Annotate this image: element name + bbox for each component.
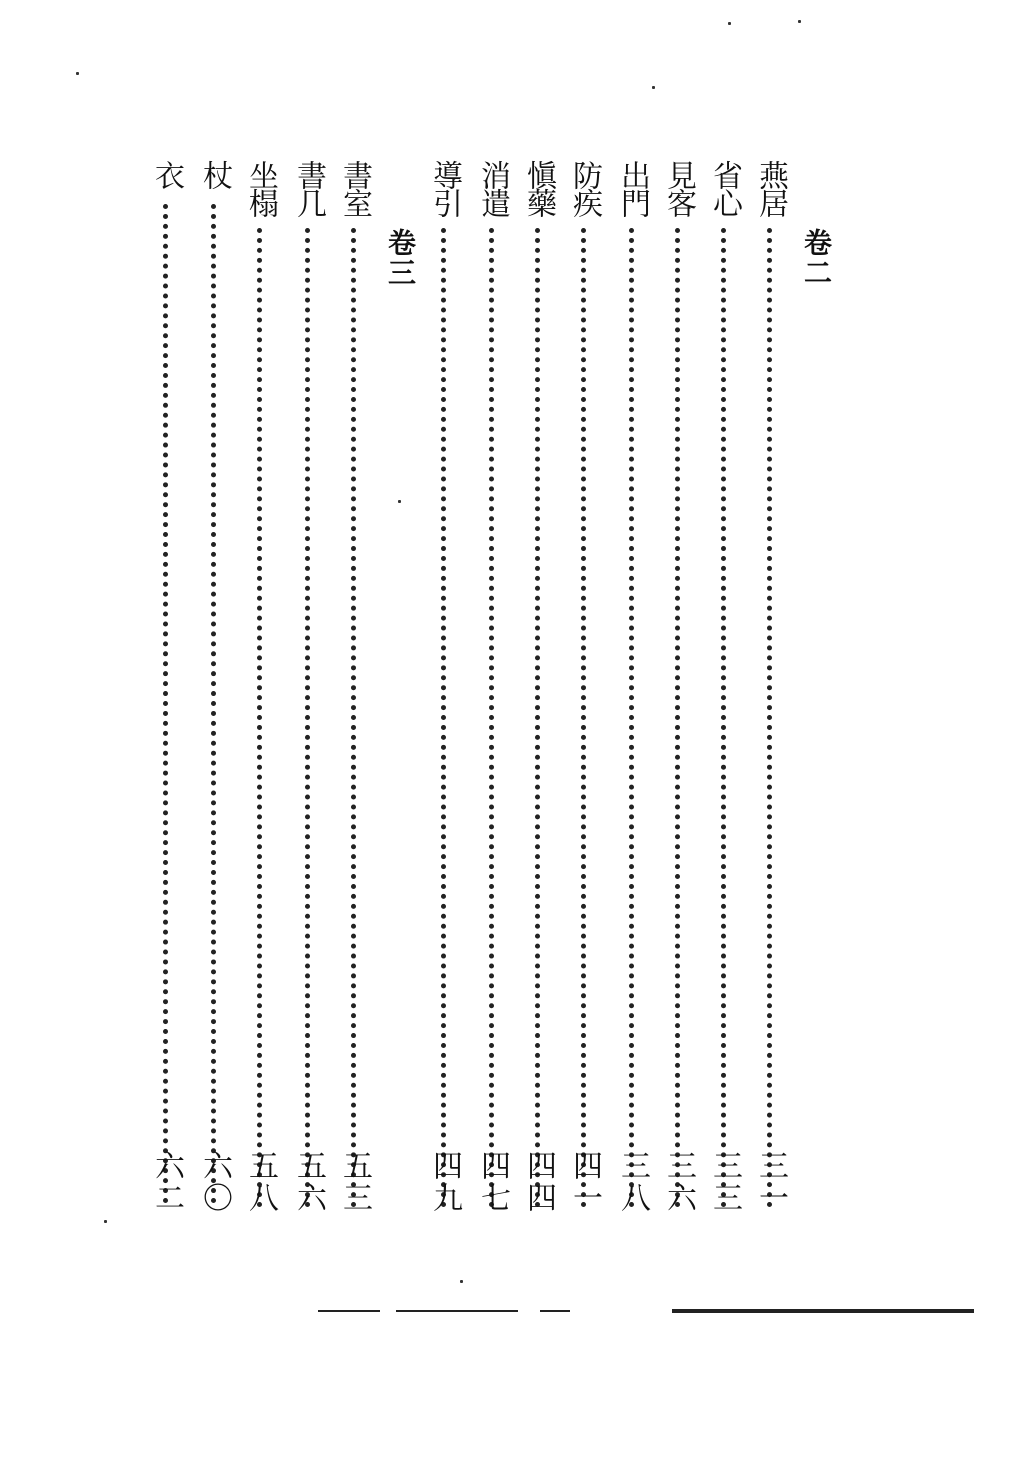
leader-dots (629, 228, 634, 1208)
toc-entry-title: 燕居 (753, 160, 788, 216)
scan-speck (798, 20, 801, 23)
leader-dots (163, 204, 168, 1204)
scan-rule (540, 1310, 570, 1312)
toc-entry-page: 三三 (707, 1150, 742, 1214)
toc-entry-page: 六〇 (197, 1150, 232, 1214)
leader-dots (257, 228, 262, 1208)
toc-entry[interactable] (470, 160, 514, 1220)
toc-entry[interactable] (562, 160, 606, 1220)
toc-entry[interactable] (748, 160, 792, 1220)
toc-entry[interactable] (702, 160, 746, 1220)
volume-3-heading: 卷三 (384, 228, 417, 288)
toc-entry-title: 坐榻 (243, 160, 278, 216)
toc-entry[interactable] (516, 160, 560, 1220)
scan-speck (76, 72, 79, 75)
toc-entry[interactable] (238, 160, 282, 1220)
toc-entry-title: 導引 (427, 160, 462, 216)
toc-entry-title: 書几 (291, 160, 326, 216)
toc-entry[interactable] (422, 160, 466, 1220)
toc-entry-page: 三六 (661, 1150, 696, 1214)
scan-rule (396, 1310, 518, 1312)
toc-entry-title: 見客 (661, 160, 696, 216)
toc-entry-page: 四四 (521, 1150, 556, 1214)
scan-speck (460, 1280, 463, 1283)
scan-speck (398, 500, 401, 503)
toc-entry-page: 四七 (475, 1150, 510, 1214)
toc-entry-title: 消遣 (475, 160, 510, 216)
scan-rule (672, 1309, 974, 1313)
toc-entry[interactable] (332, 160, 376, 1220)
scan-rule (318, 1310, 380, 1312)
toc-entry-title: 愼藥 (521, 160, 556, 216)
leader-dots (675, 228, 680, 1208)
toc-entry-title: 杖 (197, 160, 232, 188)
scan-speck (104, 1220, 107, 1223)
toc-entry-title: 省心 (707, 160, 742, 216)
toc-entry-title: 衣 (149, 160, 184, 188)
toc-entry-page: 三一 (753, 1150, 788, 1214)
leader-dots (305, 228, 310, 1208)
toc-entry-page: 三八 (615, 1150, 650, 1214)
toc-entry-page: 五八 (243, 1150, 278, 1214)
toc-entry-page: 四一 (567, 1150, 602, 1214)
toc-entry-page: 四九 (427, 1150, 462, 1214)
toc-entry-page: 五三 (337, 1150, 372, 1214)
toc-entry-page: 五六 (291, 1150, 326, 1214)
toc-entry[interactable] (286, 160, 330, 1220)
toc-entry[interactable] (610, 160, 654, 1220)
leader-dots (211, 204, 216, 1204)
leader-dots (441, 228, 446, 1208)
toc-entry[interactable] (656, 160, 700, 1220)
leader-dots (489, 228, 494, 1208)
toc-entry-title: 書室 (337, 160, 372, 216)
leader-dots (581, 228, 586, 1208)
toc-entry[interactable] (192, 160, 236, 1220)
leader-dots (535, 228, 540, 1208)
toc-entry-page: 六二 (149, 1150, 184, 1214)
scan-speck (652, 86, 655, 89)
toc-entry-title: 出門 (615, 160, 650, 216)
toc-entry[interactable] (144, 160, 188, 1220)
leader-dots (351, 228, 356, 1208)
toc-entry-title: 防疾 (567, 160, 602, 216)
volume-2-heading: 卷二 (800, 228, 833, 288)
leader-dots (721, 228, 726, 1208)
leader-dots (767, 228, 772, 1208)
scan-speck (728, 22, 731, 25)
